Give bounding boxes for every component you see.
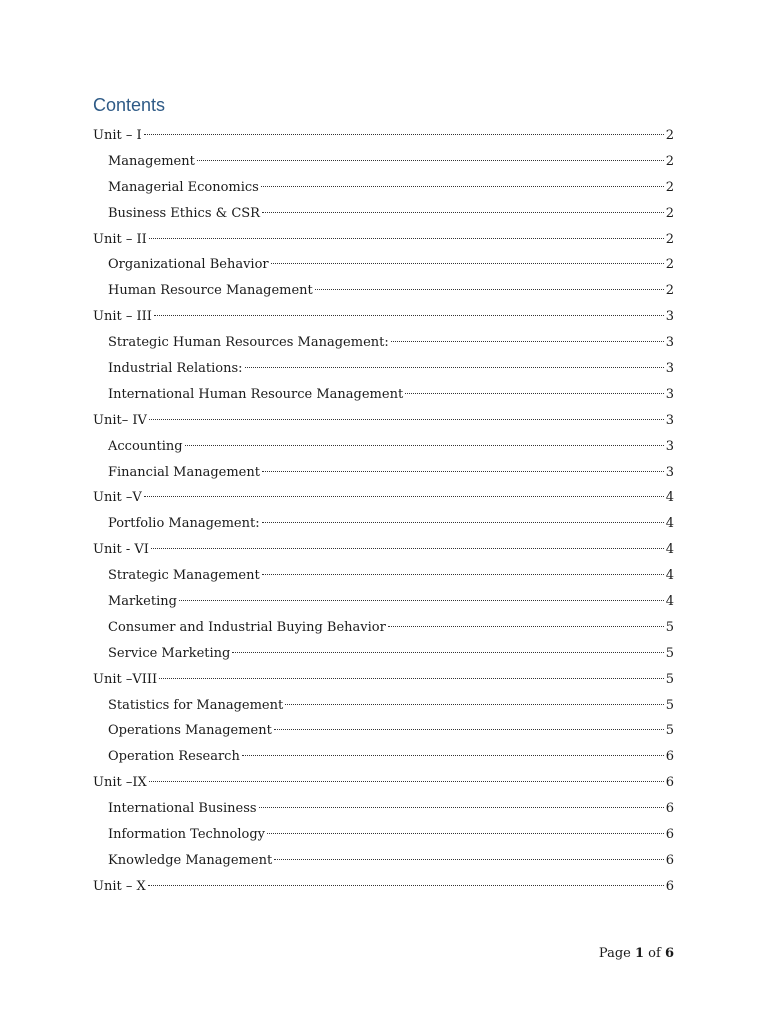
toc-entry-page-number: 6 [665,827,674,843]
toc-entry-title: Unit –IX [93,775,147,791]
toc-dot-leader [197,160,664,161]
toc-entry-unit[interactable] [93,307,674,333]
toc-entry-page-number: 6 [665,878,674,894]
toc-dot-leader [144,496,664,497]
toc-entry-title: Unit – III [93,309,152,325]
toc-entry-title: Strategic Management [108,568,260,584]
toc-entry-page-number: 2 [665,128,674,143]
toc-dot-leader [262,574,664,575]
toc-entry-unit[interactable] [93,126,674,152]
toc-entry-page-number: 3 [665,438,674,454]
toc-entry-page-number: 4 [665,568,674,584]
toc-dot-leader [149,419,664,420]
toc-entry-page-number: 4 [665,490,674,506]
toc-entry-section[interactable] [93,696,674,722]
toc-entry-section[interactable] [93,851,674,877]
toc-entry-section[interactable] [93,644,674,670]
toc-dot-leader [149,238,664,239]
toc-entry-page-number: 5 [665,697,674,713]
toc-entry-page-number: 2 [665,231,674,247]
toc-entry-section[interactable] [93,463,674,489]
toc-entry-title: Industrial Relations: [108,361,243,377]
toc-entry-section[interactable] [93,178,674,204]
toc-dot-leader [261,186,664,187]
toc-dot-leader [179,600,664,601]
toc-dot-leader [154,315,664,316]
toc-entry-page-number: 4 [665,542,674,558]
toc-entry-title: Service Marketing [108,645,231,661]
table-of-contents [93,126,674,903]
toc-entry-unit[interactable] [93,877,674,903]
toc-entry-page-number: 3 [665,361,674,377]
toc-entry-page-number: 2 [665,179,674,195]
toc-entry-title: Strategic Human Resources Management: [108,335,389,351]
toc-dot-leader [271,263,664,264]
toc-entry-page-number: 2 [665,153,674,169]
toc-entry-section[interactable] [93,359,674,385]
toc-entry-section[interactable] [93,566,674,592]
toc-entry-title: Unit – I [93,128,142,143]
toc-entry-page-number: 6 [665,749,674,765]
toc-dot-leader [285,704,664,705]
footer-of-text: of [648,946,661,961]
toc-entry-title: Unit –VIII [93,671,158,687]
page-footer [599,945,674,963]
toc-heading: Contents [93,95,166,115]
toc-entry-unit[interactable] [93,773,674,799]
toc-dot-leader [185,445,664,446]
toc-entry-section[interactable] [93,721,674,747]
toc-dot-leader [262,471,664,472]
toc-dot-leader [245,367,664,368]
toc-entry-unit[interactable] [93,411,674,437]
toc-entry-title: Statistics for Management [108,697,284,713]
toc-dot-leader [262,522,664,523]
toc-dot-leader [274,729,664,730]
footer-page-prefix: Page [598,946,631,961]
toc-dot-leader [159,678,664,679]
toc-entry-title: Portfolio Management: [108,516,260,532]
toc-entry-title: Consumer and Industrial Buying Behavior [108,619,386,635]
toc-entry-title: Knowledge Management [108,852,273,868]
toc-entry-title: Unit –V [93,490,142,506]
toc-entry-section[interactable] [93,385,674,411]
toc-dot-leader [151,548,664,549]
toc-entry-title: Financial Management [108,464,260,480]
toc-dot-leader [388,626,664,627]
toc-entry-title: Accounting [108,438,183,454]
toc-entry-page-number: 5 [665,723,674,739]
toc-dot-leader [144,134,664,135]
toc-entry-title: Marketing [108,594,177,610]
footer-current-page: 1 [634,946,645,961]
toc-entry-title: Unit – X [93,878,146,894]
toc-entry-page-number: 6 [665,852,674,868]
toc-entry-page-number: 3 [665,309,674,325]
toc-dot-leader [267,833,664,834]
toc-dot-leader [315,289,664,290]
toc-dot-leader [232,652,663,653]
toc-entry-section[interactable] [93,618,674,644]
toc-dot-leader [262,212,664,213]
toc-entry-section[interactable] [93,592,674,618]
toc-entry-unit[interactable] [93,670,674,696]
toc-entry-section[interactable] [93,333,674,359]
toc-entry-title: Organizational Behavior [108,257,269,273]
toc-entry-title: Operations Management [108,723,272,739]
toc-entry-section[interactable] [93,281,674,307]
toc-entry-section[interactable] [93,799,674,825]
toc-entry-page-number: 3 [665,464,674,480]
toc-entry-title: International Business [108,801,257,817]
toc-entry-title: Managerial Economics [108,179,259,195]
toc-entry-section[interactable] [93,825,674,851]
toc-entry-title: Business Ethics & CSR [108,205,260,221]
toc-entry-page-number: 5 [665,671,674,687]
toc-entry-title: Unit – II [93,231,147,247]
toc-entry-page-number: 3 [665,412,674,428]
toc-entry-title: Management [108,153,195,169]
toc-entry-title: Information Technology [108,827,266,843]
toc-entry-page-number: 2 [665,283,674,299]
toc-dot-leader [148,885,664,886]
toc-entry-section[interactable] [93,255,674,281]
toc-entry-title: Operation Research [108,749,240,765]
toc-entry-section[interactable] [93,204,674,230]
toc-entry-page-number: 4 [665,516,674,532]
toc-entry-page-number: 5 [665,645,674,661]
toc-dot-leader [405,393,664,394]
toc-entry-page-number: 6 [665,775,674,791]
toc-entry-title: Unit– IV [93,412,147,428]
footer-total-pages: 6 [664,946,674,961]
toc-entry-section[interactable] [93,152,674,178]
toc-entry-page-number: 6 [665,801,674,817]
toc-entry-section[interactable] [93,437,674,463]
toc-entry-title: Unit - VI [93,542,149,558]
toc-entry-title: Human Resource Management [108,283,313,299]
toc-dot-leader [391,341,664,342]
toc-entry-title: International Human Resource Management [108,386,404,402]
toc-dot-leader [242,755,664,756]
toc-entry-page-number: 2 [665,205,674,221]
toc-entry-unit[interactable] [93,540,674,566]
toc-entry-page-number: 5 [665,619,674,635]
toc-entry-page-number: 3 [665,386,674,402]
toc-entry-unit[interactable] [93,230,674,256]
toc-dot-leader [274,859,664,860]
toc-entry-section[interactable] [93,747,674,773]
toc-dot-leader [259,807,664,808]
toc-entry-page-number: 3 [665,335,674,351]
toc-entry-section[interactable] [93,514,674,540]
toc-dot-leader [149,781,664,782]
toc-entry-page-number: 2 [665,257,674,273]
toc-entry-page-number: 4 [665,594,674,610]
toc-entry-unit[interactable] [93,488,674,514]
